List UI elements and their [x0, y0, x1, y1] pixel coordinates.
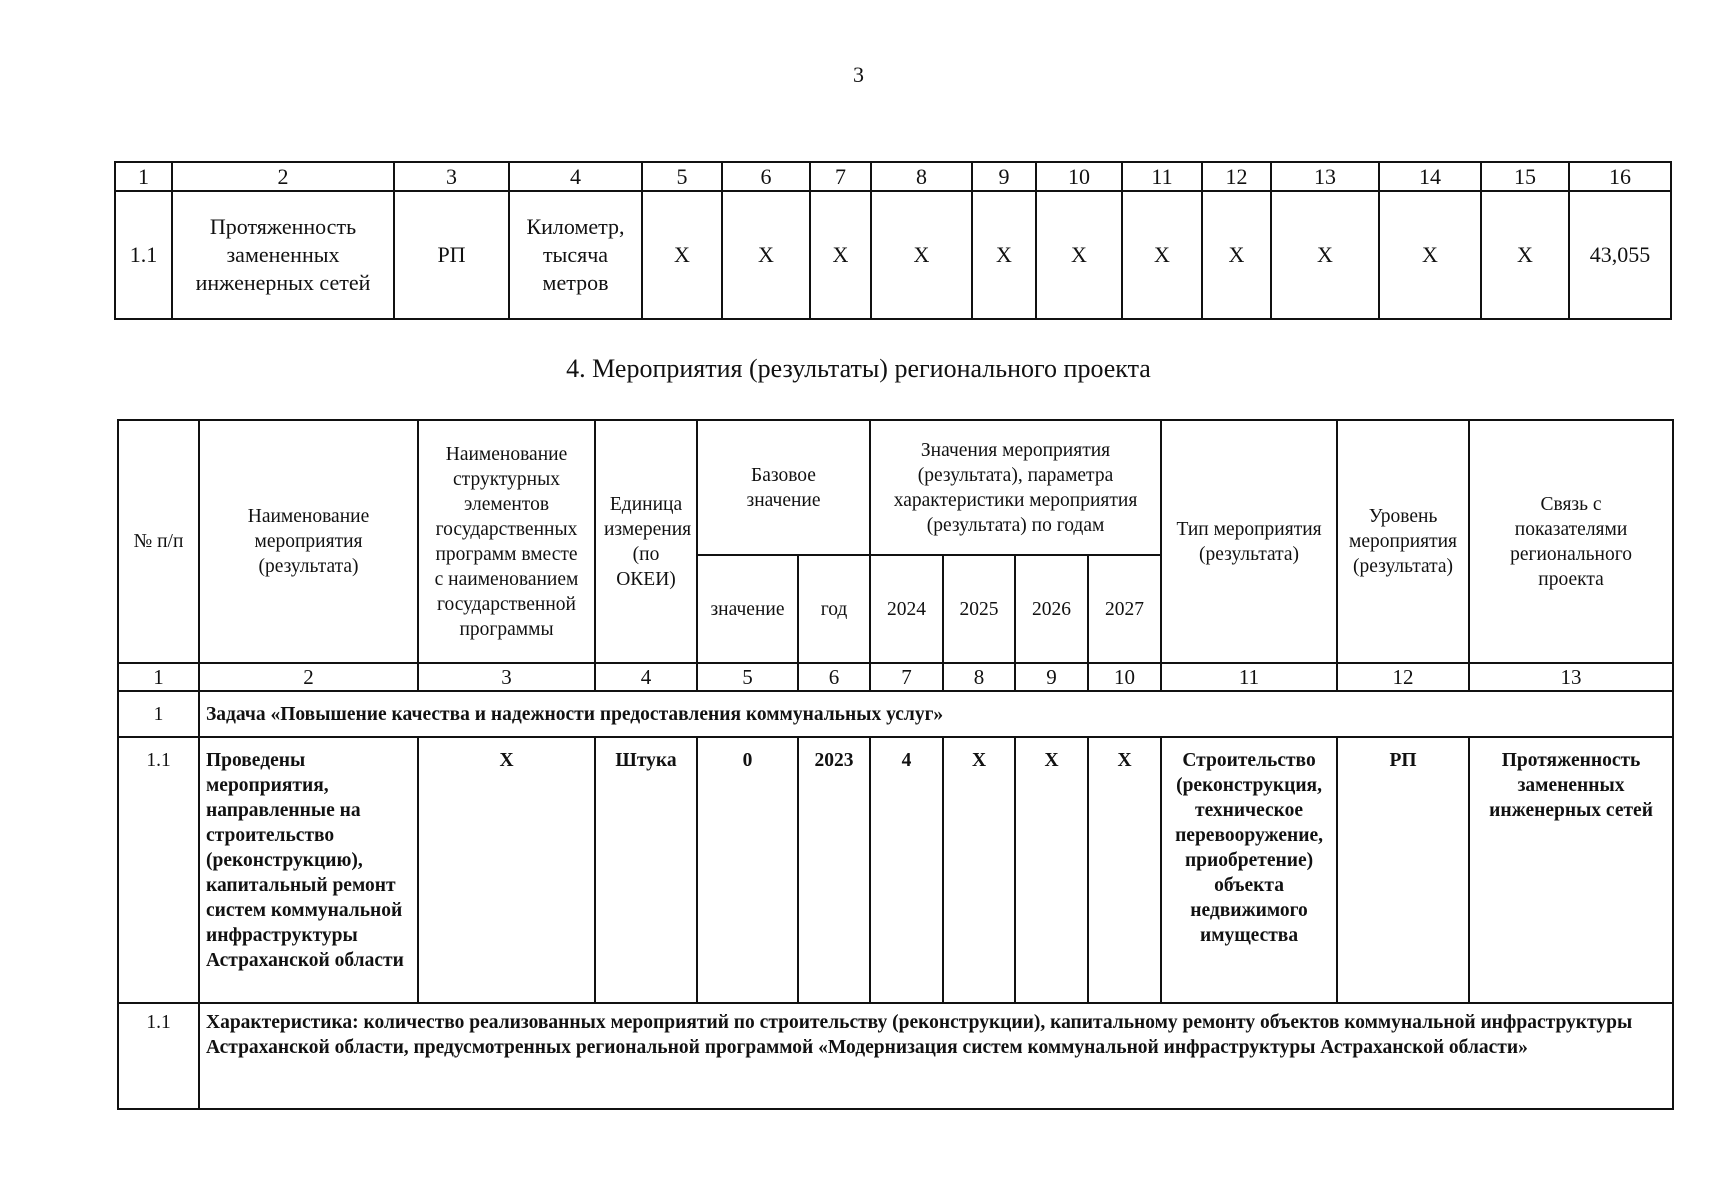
table1-col-number: 4 — [509, 162, 642, 191]
table2-col-numbers-row — [118, 663, 1673, 691]
header-name: Наименование мероприятия (результата) — [199, 420, 418, 663]
task-row — [118, 691, 1673, 737]
table1-col-number: 14 — [1379, 162, 1481, 191]
table1-level: РП — [394, 191, 509, 319]
table2-col-number: 5 — [697, 663, 798, 691]
table1-col-number: 5 — [642, 162, 722, 191]
table1-col-number: 12 — [1202, 162, 1271, 191]
header-year-2026: 2026 — [1015, 555, 1088, 663]
table2-header-row — [118, 420, 1673, 555]
header-year-2025: 2025 — [943, 555, 1015, 663]
table1-col-number: 15 — [1481, 162, 1569, 191]
page-number: 3 — [853, 62, 864, 87]
table1-cell: X — [1122, 191, 1202, 319]
activity-value-2026: X — [1015, 737, 1088, 1003]
table1-col-number: 2 — [172, 162, 394, 191]
header-struct: Наименование структурных элементов государственных программ вместе с наименованием государственной программы — [418, 420, 595, 663]
table1-col-number: 8 — [871, 162, 972, 191]
table1-col-number: 16 — [1569, 162, 1671, 191]
header-base: Базовое значение — [697, 420, 870, 555]
table2-col-number: 12 — [1337, 663, 1469, 691]
table1-col-number: 10 — [1036, 162, 1122, 191]
table2-col-number: 8 — [943, 663, 1015, 691]
header-unit: Единица измерения (по ОКЕИ) — [595, 420, 697, 663]
activity-value-2024: 4 — [870, 737, 943, 1003]
table1-data-row — [115, 191, 1671, 319]
table2-col-number: 13 — [1469, 663, 1673, 691]
table1-col-number: 9 — [972, 162, 1036, 191]
table1-cell: X — [871, 191, 972, 319]
table1-cell: X — [1271, 191, 1379, 319]
characteristic-number: 1.1 — [118, 1003, 199, 1109]
activity-value-2025: X — [943, 737, 1015, 1003]
table2-col-number: 9 — [1015, 663, 1088, 691]
table1-unit: Километр, тысяча метров — [509, 191, 642, 319]
activity-row — [118, 737, 1673, 1003]
activity-base-value: 0 — [697, 737, 798, 1003]
header-values: Значения мероприятия (результата), параметра характеристики мероприятия (результата) по годам — [870, 420, 1161, 555]
activity-value-2027: X — [1088, 737, 1161, 1003]
task-text: Задача «Повышение качества и надежности предоставления коммунальных услуг» — [199, 691, 1673, 737]
activity-unit: Штука — [595, 737, 697, 1003]
activities-table — [117, 419, 1674, 1110]
table1-cell: X — [1202, 191, 1271, 319]
activity-level: РП — [1337, 737, 1469, 1003]
table1-cell: X — [972, 191, 1036, 319]
header-base-value: значение — [697, 555, 798, 663]
table1-indicator-name: Протяженность замененных инженерных сетей — [172, 191, 394, 319]
table1-cell: X — [1379, 191, 1481, 319]
table2-col-number: 7 — [870, 663, 943, 691]
table2-col-number: 1 — [118, 663, 199, 691]
characteristic-text: Характеристика: количество реализованных мероприятий по строительству (реконструкции), капитальному ремонту объектов коммунальной инфраструктуры Астраханской области, предусмотренных региональной программой «Модернизация систем коммунальной инфраструктуры Астраханской области» — [199, 1003, 1673, 1109]
table1-total-value: 43,055 — [1569, 191, 1671, 319]
table1-header-row — [115, 162, 1671, 191]
table1-cell: X — [722, 191, 810, 319]
table2-col-number: 3 — [418, 663, 595, 691]
table2-col-number: 10 — [1088, 663, 1161, 691]
header-level: Уровень мероприятия (результата) — [1337, 420, 1469, 663]
header-link: Связь с показателями регионального проекта — [1469, 420, 1673, 663]
table1-cell: X — [810, 191, 871, 319]
table1-col-number: 7 — [810, 162, 871, 191]
table1-cell: X — [1481, 191, 1569, 319]
header-num: № п/п — [118, 420, 199, 663]
table1-col-number: 3 — [394, 162, 509, 191]
activity-number: 1.1 — [118, 737, 199, 1003]
activity-base-year: 2023 — [798, 737, 870, 1003]
table1-row-number: 1.1 — [115, 191, 172, 319]
activity-struct: X — [418, 737, 595, 1003]
header-type: Тип мероприятия (результата) — [1161, 420, 1337, 663]
section-heading: 4. Мероприятия (результаты) регионального проекта — [566, 354, 1151, 383]
activity-name: Проведены мероприятия, направленные на строительство (реконструкцию), капитальный ремонт систем коммунальной инфраструктуры Астраханской области — [199, 737, 418, 1003]
table1-col-number: 13 — [1271, 162, 1379, 191]
table2-col-number: 4 — [595, 663, 697, 691]
indicator-table — [114, 161, 1672, 320]
activity-type: Строительство (реконструкция, техническое перевооружение, приобретение) объекта недвижимого имущества — [1161, 737, 1337, 1003]
header-base-year: год — [798, 555, 870, 663]
table2-col-number: 2 — [199, 663, 418, 691]
header-year-2024: 2024 — [870, 555, 943, 663]
task-number: 1 — [118, 691, 199, 737]
table2-col-number: 11 — [1161, 663, 1337, 691]
activity-link: Протяженность замененных инженерных сетей — [1469, 737, 1673, 1003]
table1-cell: X — [642, 191, 722, 319]
characteristic-row — [118, 1003, 1673, 1109]
table1-cell: X — [1036, 191, 1122, 319]
table1-col-number: 11 — [1122, 162, 1202, 191]
header-year-2027: 2027 — [1088, 555, 1161, 663]
table1-col-number: 1 — [115, 162, 172, 191]
table1-col-number: 6 — [722, 162, 810, 191]
table2-col-number: 6 — [798, 663, 870, 691]
